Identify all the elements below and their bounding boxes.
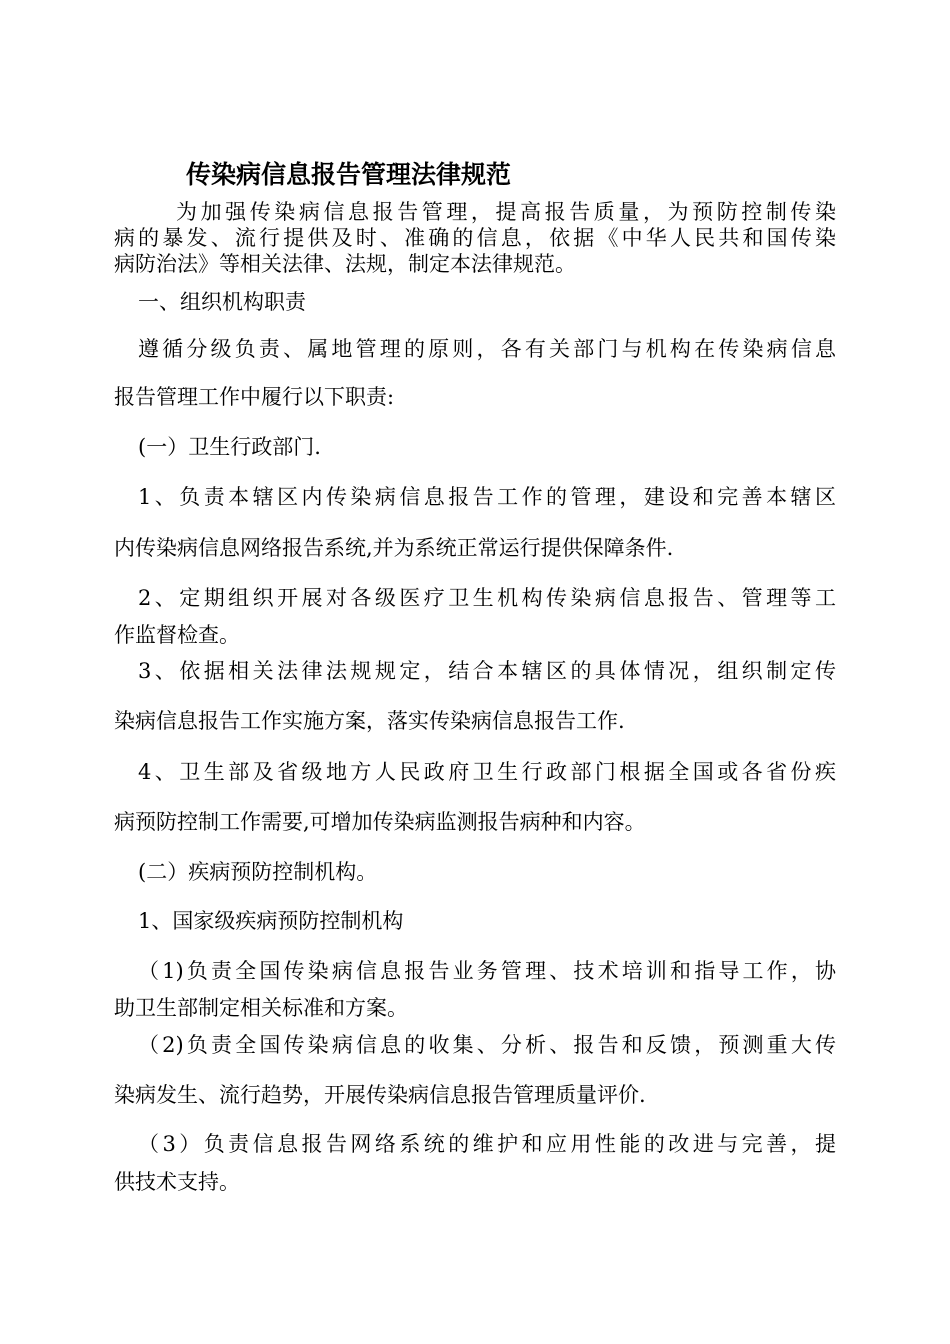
paragraph-line: 2、定期组织开展对各级医疗卫生机构传染病信息报告、管理等工 bbox=[138, 586, 836, 610]
document-title: 传染病信息报告管理法律规范 bbox=[186, 160, 512, 189]
paragraph-line: 报告管理工作中履行以下职责: bbox=[114, 385, 395, 409]
paragraph-line: 1、国家级疾病预防控制机构 bbox=[138, 909, 404, 933]
paragraph-line: 供技术支持。 bbox=[114, 1170, 240, 1194]
paragraph-line: 1、负责本辖区内传染病信息报告工作的管理，建设和完善本辖区 bbox=[138, 485, 836, 509]
paragraph-line: 助卫生部制定相关标准和方案。 bbox=[114, 996, 408, 1020]
paragraph-line: 病预防控制工作需要,可增加传染病监测报告病种和内容。 bbox=[114, 810, 646, 834]
subsection-heading-2: (二）疾病预防控制机构。 bbox=[138, 860, 378, 884]
intro-line-2: 病的暴发、流行提供及时、准确的信息，依据《中华人民共和国传染 bbox=[114, 226, 836, 250]
paragraph-line: （3）负责信息报告网络系统的维护和应用性能的改进与完善，提 bbox=[138, 1132, 836, 1156]
paragraph-line: 3、依据相关法律法规规定，结合本辖区的具体情况，组织制定传 bbox=[138, 659, 836, 683]
paragraph-line: 作监督检查。 bbox=[114, 623, 240, 647]
paragraph-line: 染病发生、流行趋势，开展传染病信息报告管理质量评价. bbox=[114, 1083, 646, 1107]
paragraph-line: 4、卫生部及省级地方人民政府卫生行政部门根据全国或各省份疾 bbox=[138, 760, 836, 784]
subsection-heading-1: (一）卫生行政部门. bbox=[138, 435, 321, 459]
paragraph-line: （2)负责全国传染病信息的收集、分析、报告和反馈，预测重大传 bbox=[138, 1033, 836, 1057]
intro-line-1: 为加强传染病信息报告管理，提高报告质量，为预防控制传染 bbox=[176, 200, 836, 224]
intro-line-3: 病防治法》等相关法律、法规，制定本法律规范。 bbox=[114, 252, 576, 276]
paragraph-line: 遵循分级负责、属地管理的原则，各有关部门与机构在传染病信息 bbox=[138, 337, 836, 361]
paragraph-line: 内传染病信息网络报告系统,并为系统正常运行提供保障条件. bbox=[114, 536, 674, 560]
paragraph-line: （1)负责全国传染病信息报告业务管理、技术培训和指导工作，协 bbox=[138, 959, 836, 983]
section-heading-1: 一、组织机构职责 bbox=[138, 290, 306, 314]
paragraph-line: 染病信息报告工作实施方案，落实传染病信息报告工作. bbox=[114, 709, 625, 733]
